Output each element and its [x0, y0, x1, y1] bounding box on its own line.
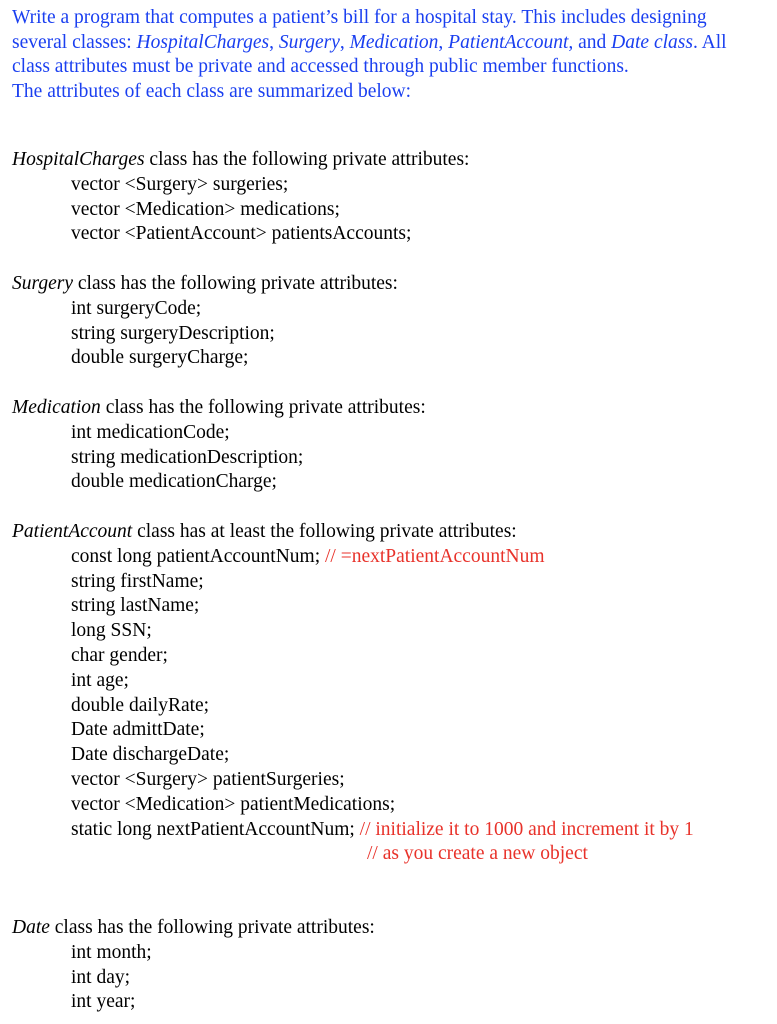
attribute-line: double dailyRate; — [71, 694, 210, 716]
code-comment: // =nextPatientAccountNum — [325, 545, 545, 567]
intro-paragraph — [12, 6, 772, 104]
attribute-code: static long nextPatientAccountNum; — [71, 818, 360, 840]
section-patientaccount — [12, 520, 772, 867]
attribute-line: vector <Medication> patientMedications; — [71, 793, 396, 815]
attribute-line: int medicationCode; — [71, 421, 230, 443]
attribute-line: vector <Surgery> patientSurgeries; — [71, 768, 345, 790]
attribute-line: Date admittDate; — [71, 719, 205, 741]
attribute-code: const long patientAccountNum; — [71, 545, 325, 567]
section-header-patientaccount — [12, 520, 772, 545]
header-text: class has at least the following private attributes: — [132, 521, 517, 542]
intro-class-patientaccount: PatientAccount, — [448, 31, 574, 53]
section-header-hospitalcharges — [12, 148, 772, 173]
section-header-surgery — [12, 272, 772, 297]
attribute-line: int day; — [71, 966, 131, 988]
class-name-surgery: Surgery — [12, 273, 74, 294]
attribute-line: string firstName; — [71, 570, 204, 592]
attribute-line: Date dischargeDate; — [71, 744, 230, 766]
intro-class-medication: Medication — [349, 31, 439, 53]
attribute-line: char gender; — [71, 644, 168, 666]
header-text: class has the following private attributes: — [100, 397, 426, 418]
code-comment-continuation: // as you create a new object — [367, 843, 588, 865]
intro-class-date: Date class — [611, 31, 693, 53]
class-name-patientaccount: PatientAccount — [12, 521, 133, 542]
intro-sep-2: , — [339, 31, 350, 53]
attribute-line — [12, 545, 772, 570]
attribute-line: string medicationDescription; — [71, 446, 304, 468]
intro-class-surgery: Surgery — [278, 31, 340, 53]
document-page — [12, 6, 772, 1013]
header-text: class has the following private attributes: — [49, 917, 375, 938]
attribute-line: string surgeryDescription; — [71, 322, 275, 344]
attribute-line: vector <PatientAccount> patientsAccounts; — [71, 223, 412, 245]
section-medication — [12, 396, 772, 495]
class-name-medication: Medication — [12, 397, 101, 418]
attribute-line: int surgeryCode; — [71, 297, 202, 319]
attribute-line: double medicationCharge; — [71, 471, 277, 493]
attribute-line: vector <Surgery> surgeries; — [71, 173, 289, 195]
intro-line-1: Write a program that computes a patient’s bill for a hospital stay. This includes designing — [12, 7, 707, 28]
attribute-line: long SSN; — [71, 620, 152, 642]
attribute-line: vector <Medication> medications; — [71, 198, 340, 220]
header-text: class has the following private attributes: — [73, 273, 398, 294]
code-comment: // initialize it to 1000 and increment it by 1 — [359, 818, 694, 840]
intro-sep-1: , — [269, 31, 279, 53]
intro-line-4: The attributes of each class are summarized below: — [12, 80, 412, 102]
intro-sep-4: and — [573, 31, 612, 53]
section-hospitalcharges — [12, 148, 772, 247]
attribute-line: int year; — [71, 991, 136, 1013]
intro-line-2-suffix: . All — [692, 31, 727, 53]
attribute-line: int age; — [71, 669, 129, 691]
attribute-line: double surgeryCharge; — [71, 347, 249, 369]
section-header-date — [12, 916, 772, 941]
attribute-line — [12, 818, 772, 843]
header-text: class has the following private attributes: — [144, 149, 470, 170]
section-header-medication — [12, 396, 772, 421]
attribute-line: string lastName; — [71, 595, 200, 617]
intro-class-hospitalcharges: HospitalCharges — [136, 31, 270, 53]
class-name-hospitalcharges: HospitalCharges — [12, 149, 145, 170]
intro-line-2 — [12, 31, 772, 56]
intro-line-3: class attributes must be private and accessed through public member functions. — [12, 56, 629, 78]
attribute-line: int month; — [71, 941, 152, 963]
intro-line-2-prefix: several classes: — [12, 31, 137, 53]
class-name-date: Date — [12, 917, 50, 938]
section-surgery — [12, 272, 772, 371]
section-date — [12, 916, 772, 1015]
intro-sep-3: , — [438, 31, 449, 53]
